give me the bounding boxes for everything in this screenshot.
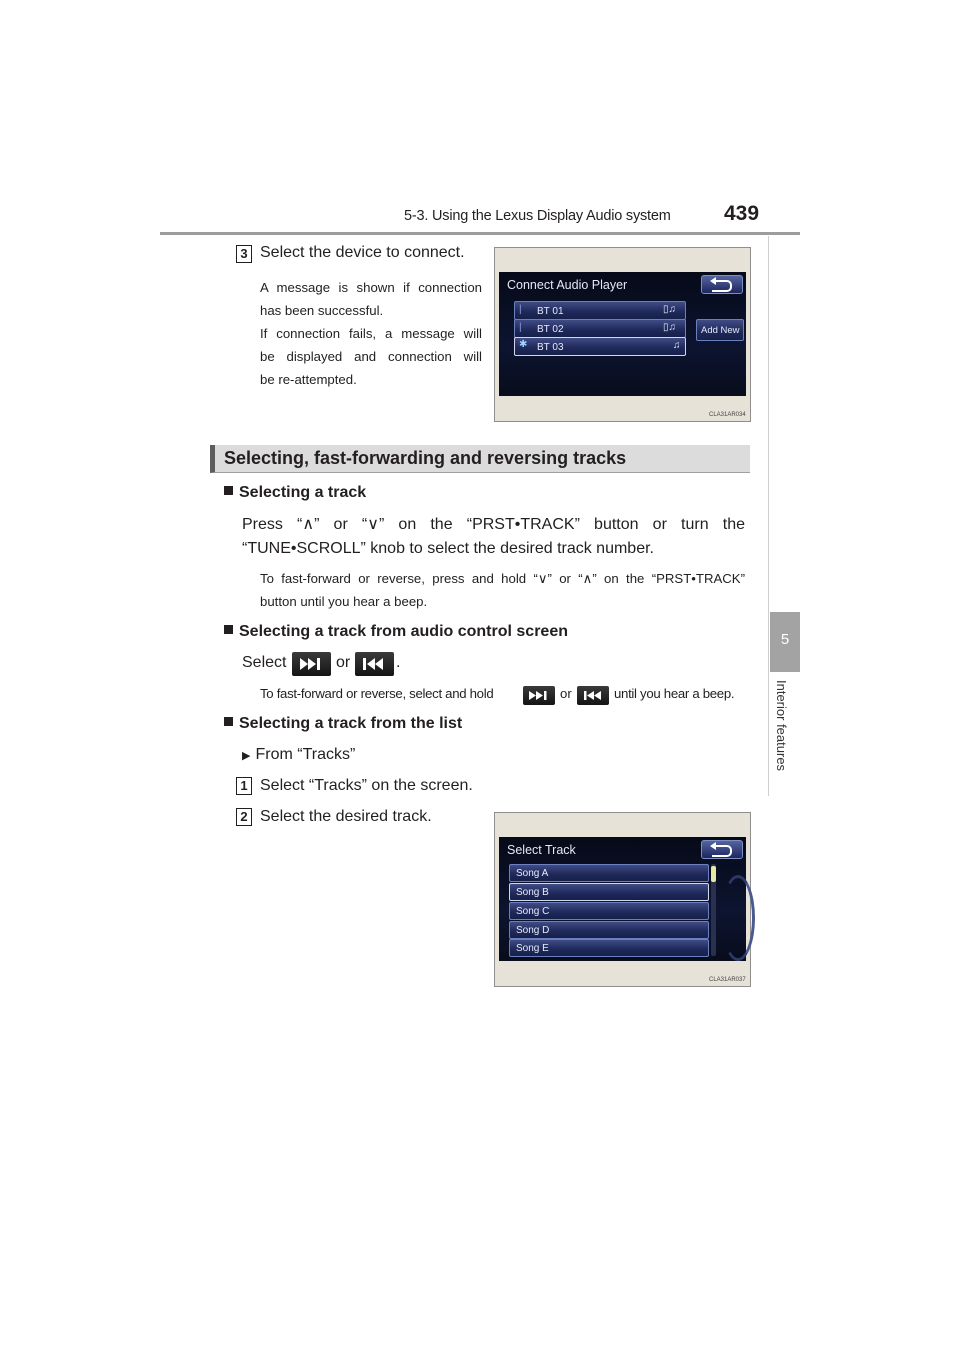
screen-display xyxy=(499,837,746,961)
add-new-button[interactable] xyxy=(696,319,744,341)
back-button[interactable] xyxy=(701,275,743,294)
divider-mark: | xyxy=(519,322,522,333)
select-track-note2: button until you hear a beep. xyxy=(260,594,428,609)
divider-mark: | xyxy=(519,304,522,315)
chapter-label: Interior features xyxy=(774,680,789,772)
previous-track-icon xyxy=(355,652,394,676)
subheading-audio-control: Selecting a track from audio control screen xyxy=(224,623,568,641)
image-code: CLA31AR037 xyxy=(709,977,746,983)
chapter-tab: 5 xyxy=(770,612,800,672)
device-label: BT 02 xyxy=(537,324,564,335)
or-word: or xyxy=(336,654,351,671)
phone-music-icon: ▯♫ xyxy=(663,304,677,315)
tune-knob-arc xyxy=(721,875,755,961)
select-track-screenshot xyxy=(494,812,751,987)
step1-text: Select “Tracks” on the screen. xyxy=(260,777,473,794)
song-label: Song C xyxy=(516,906,550,917)
next-track-icon xyxy=(292,652,331,676)
next-track-icon-small xyxy=(523,686,555,705)
return-arrowhead-icon xyxy=(710,842,716,850)
connect-audio-player-screenshot xyxy=(494,247,751,422)
subheading-selecting-a-track: Selecting a track xyxy=(224,484,366,502)
song-label: Song D xyxy=(516,925,550,936)
device-label: BT 01 xyxy=(537,306,564,317)
section-heading: Selecting, fast-forwarding and reversing tracks xyxy=(224,448,627,468)
image-code: CLA31AR034 xyxy=(709,412,746,418)
song-label: Song A xyxy=(516,868,549,879)
song-row-d[interactable] xyxy=(509,921,709,939)
song-label: Song B xyxy=(516,887,549,898)
song-label: Song E xyxy=(516,943,549,954)
device-row-bt01[interactable] xyxy=(514,301,686,320)
square-bullet-icon xyxy=(224,717,233,726)
screen-title: Connect Audio Player xyxy=(507,278,628,292)
triangle-bullet-icon: ▶ xyxy=(242,750,251,762)
screen-title: Select Track xyxy=(507,843,576,857)
music-icon: ♫ xyxy=(673,340,681,351)
subheading-from-list: Selecting a track from the list xyxy=(224,715,462,733)
audio-control-note-a: To fast-forward or reverse, select and hold xyxy=(260,686,494,701)
select-track-line2: “TUNE•SCROLL” knob to select the desired track number. xyxy=(242,540,654,557)
phone-music-icon: ▯♫ xyxy=(663,322,677,333)
step3-note: A message is shown if connection has been successful. If connection fails, a message will be displayed and connection will be re-attempted. xyxy=(260,280,482,387)
back-button[interactable] xyxy=(701,840,743,859)
side-rule xyxy=(768,236,769,796)
step-badge-1: 1 xyxy=(236,777,252,795)
song-row-a[interactable] xyxy=(509,864,709,882)
section-heading-bar xyxy=(210,445,750,473)
select-word: Select xyxy=(242,654,287,671)
song-row-c[interactable] xyxy=(509,902,709,920)
return-arrowhead-icon xyxy=(710,277,716,285)
scrollbar-thumb[interactable] xyxy=(711,866,716,882)
running-header: 5-3. Using the Lexus Display Audio system xyxy=(404,208,671,224)
device-label: BT 03 xyxy=(537,342,564,353)
audio-control-note-b: until you hear a beep. xyxy=(614,686,735,701)
previous-track-icon-small xyxy=(577,686,609,705)
device-row-bt03[interactable] xyxy=(514,337,686,356)
square-bullet-icon xyxy=(224,486,233,495)
scrollbar-track[interactable] xyxy=(711,864,716,956)
square-bullet-icon xyxy=(224,625,233,634)
screen-display xyxy=(499,272,746,396)
select-track-note1: To fast-forward or reverse, press and hold “∨” or “∧” on the “PRST•TRACK” xyxy=(260,571,745,586)
audio-control-note-or: or xyxy=(560,686,572,701)
step3-text: Select the device to connect. xyxy=(260,244,465,261)
period: . xyxy=(396,654,401,671)
step-badge-2: 2 xyxy=(236,808,252,826)
page-number: 439 xyxy=(724,202,760,225)
select-track-line1: Press “∧” or “∨” on the “PRST•TRACK” button or turn the xyxy=(242,516,745,533)
from-tracks-line: ▶ From “Tracks” xyxy=(242,746,356,763)
bluetooth-icon: ✱ xyxy=(519,339,528,350)
add-new-label: Add New xyxy=(701,325,740,336)
song-row-e[interactable] xyxy=(509,939,709,957)
step-badge-3: 3 xyxy=(236,245,252,263)
device-row-bt02[interactable] xyxy=(514,319,686,338)
step2-text: Select the desired track. xyxy=(260,808,432,825)
header-rule xyxy=(160,232,800,235)
song-row-b[interactable] xyxy=(509,883,709,901)
